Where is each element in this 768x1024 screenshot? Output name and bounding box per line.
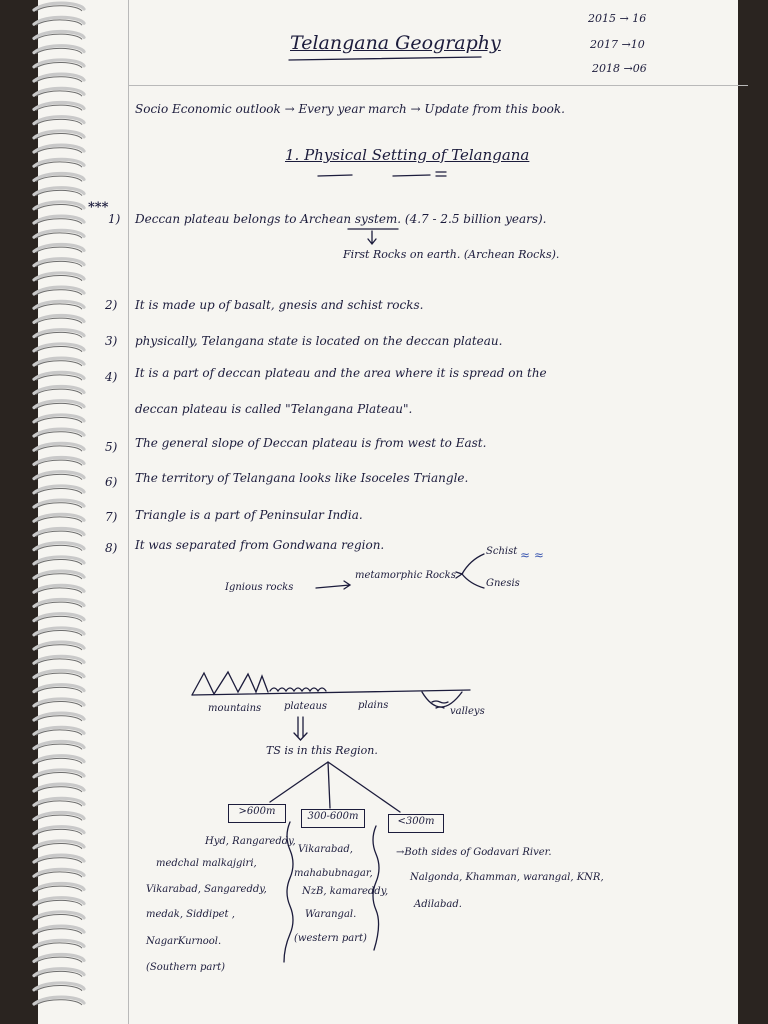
zone-mid-line-5: (western part) xyxy=(294,933,367,944)
zone-low-line-3: Adilabad. xyxy=(414,899,462,910)
point-3-text: physically, Telangana state is located on the deccan plateau. xyxy=(135,334,503,348)
point-4-num: 4) xyxy=(105,370,118,384)
zone-divider-1 xyxy=(284,822,293,962)
point-1-num: 1) xyxy=(108,212,121,226)
zone-mid-label: 300-600m xyxy=(307,811,359,822)
plains-label: plains xyxy=(358,700,389,711)
valleys-label: valleys xyxy=(450,706,485,717)
year-note-2015: 2015 → 16 xyxy=(588,12,647,25)
zone-mid-line-3: NzB, kamareddy, xyxy=(302,886,389,897)
point-6-text: The territory of Telangana looks like Isoceles Triangle. xyxy=(135,471,469,485)
ts-region-label: TS is in this Region. xyxy=(266,744,378,757)
point-7-num: 7) xyxy=(105,510,118,524)
zone-high-line-4: medak, Siddipet , xyxy=(146,909,235,920)
point-8-text: It was separated from Gondwana region. xyxy=(135,538,385,552)
zone-mid-line-2: mahabubnagar, xyxy=(294,868,373,879)
point-3-num: 3) xyxy=(105,334,118,348)
heading-underline-2 xyxy=(393,175,430,176)
valley-sketch xyxy=(422,692,462,707)
section-heading: 1. Physical Setting of Telangana xyxy=(285,146,530,164)
year-note-2017: 2017 →10 xyxy=(590,38,645,51)
mountains-label: mountains xyxy=(208,703,262,714)
plateau-sketch xyxy=(270,688,326,691)
gnesis-label: Gnesis xyxy=(486,578,520,589)
zone-low-label: <300m xyxy=(397,816,435,827)
point-2-text: It is made up of basalt, gnesis and schist rocks. xyxy=(135,298,424,312)
point-1-text: Deccan plateau belongs to Archean system. (4.7 - 2.5 billion years). xyxy=(135,212,547,226)
page-title: Telangana Geography xyxy=(290,32,501,54)
landform-baseline xyxy=(192,690,470,695)
rock-arrow xyxy=(316,581,350,589)
zone-divider-2 xyxy=(373,826,379,950)
point-4-cont-text: deccan plateau is called "Telangana Plateau". xyxy=(135,402,413,416)
archean-down-arrow xyxy=(368,231,376,244)
zone-high-line-3: Vikarabad, Sangareddy, xyxy=(146,884,267,895)
zone-mid-line-1: Vikarabad, xyxy=(298,844,353,855)
point-1-sub-text: First Rocks on earth. (Archean Rocks). xyxy=(343,248,560,261)
zone-high-label: >600m xyxy=(238,806,276,817)
rock-branch-tip xyxy=(456,572,462,578)
schist-label: Schist xyxy=(486,546,518,557)
zone-low-line-1: →Both sides of Godavari River. xyxy=(396,847,552,858)
igneous-rocks-label: Ignious rocks xyxy=(225,582,294,593)
rock-branch xyxy=(462,554,484,588)
zone-high-line-1: Hyd, Rangareddy, xyxy=(205,836,296,847)
zone-high-line-6: (Southern part) xyxy=(146,962,226,973)
point-2-num: 2) xyxy=(105,298,118,312)
point-5-text: The general slope of Deccan plateau is from west to East. xyxy=(135,436,487,450)
zone-high-line-2: medchal malkajgiri, xyxy=(156,858,257,869)
blue-ink-mark: ≈ ≈ xyxy=(520,548,544,562)
mountain-sketch xyxy=(192,672,268,695)
valley-water xyxy=(432,701,448,708)
tree-line-right xyxy=(328,762,400,812)
point-6-num: 6) xyxy=(105,475,118,489)
year-note-2018: 2018 →06 xyxy=(592,62,647,75)
zone-mid-line-4: Warangal. xyxy=(305,909,357,920)
point-4-text: It is a part of deccan plateau and the area where it is spread on the xyxy=(135,366,547,380)
point-7-text: Triangle is a part of Peninsular India. xyxy=(135,508,363,522)
star-mark: *** xyxy=(88,200,109,215)
heading-equal-mark xyxy=(436,172,446,176)
intro-note: Socio Economic outlook → Every year march → Update from this book. xyxy=(135,102,565,116)
point-5-num: 5) xyxy=(105,440,118,454)
title-underline xyxy=(289,57,481,60)
zone-low-line-2: Nalgonda, Khamman, warangal, KNR, xyxy=(410,872,604,883)
metamorphic-rocks-label: metamorphic Rocks xyxy=(355,570,456,581)
tree-line-left xyxy=(270,762,328,802)
tree-line-middle xyxy=(328,762,330,808)
zone-high-line-5: NagarKurnool. xyxy=(146,936,222,947)
plateau-double-arrow xyxy=(294,717,307,740)
heading-underline-1 xyxy=(318,175,352,176)
point-8-num: 8) xyxy=(105,541,118,555)
plateaus-label: plateaus xyxy=(284,701,328,712)
